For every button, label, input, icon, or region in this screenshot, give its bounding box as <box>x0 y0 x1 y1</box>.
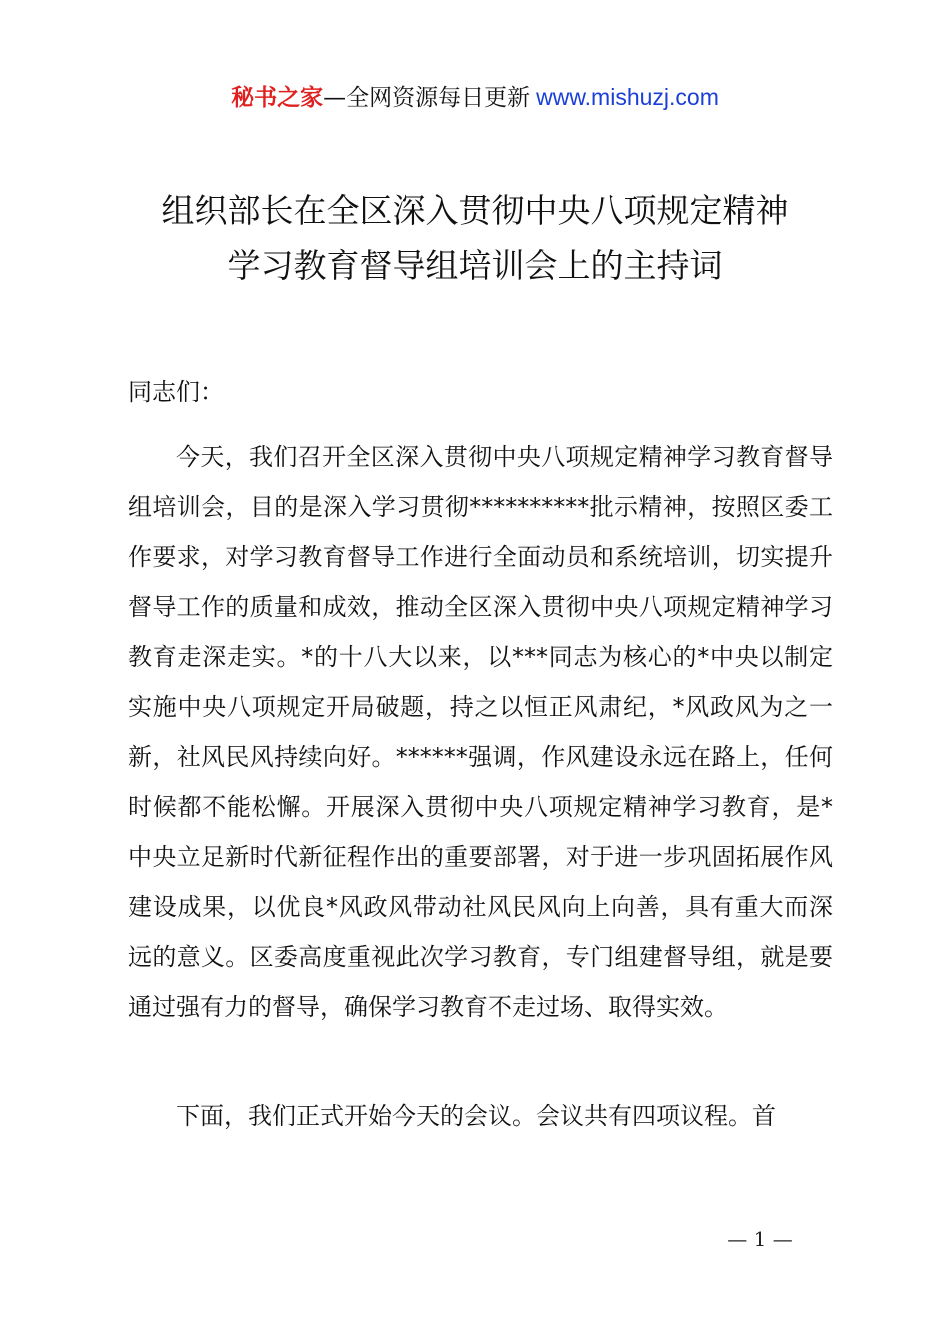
title-line-1: 组织部长在全区深入贯彻中央八项规定精神 <box>161 191 789 230</box>
greeting: 同志们： <box>128 378 224 406</box>
title-line-2: 学习教育督导组培训会上的主持词 <box>227 246 723 285</box>
header-tagline: —全网资源每日更新 <box>323 85 531 111</box>
body-paragraph-1: 今天，我们召开全区深入贯彻中央八项规定精神学习教育督导组培训会，目的是深入学习贯彻**********批示精神，按照区委工作要求，对学习教育督导工作进行全面动员和系统培训，切实提升督导工作的质量和成效，推动全区深入贯彻中央八项规定精神学习教育走深走实。*的十八大以来，以***同志为核心的*中央以制定实施中央八项规定开局破题，持之以恒正风肃纪，*风政风为之一新，社风民风持续向好。******强调，作风建设永远在路上，任何时候都不能松懈。开展深入贯彻中央八项规定精神学习教育，是*中央立足新时代新征程作出的重要部署，对于进一步巩固拓展作风建设成果，以优良*风政风带动社风民风向上向善，具有重大而深远的意义。区委高度重视此次学习教育，专门组建督导组，就是要通过强有力的督导，确保学习教育不走过场、取得实效。 <box>128 443 833 1021</box>
site-header <box>0 82 950 113</box>
document-title <box>0 183 950 293</box>
page-number: — 1 — <box>727 1227 793 1251</box>
site-url: www.mishuzj.com <box>536 84 719 110</box>
body-paragraph-2: 下面，我们正式开始今天的会议。会议共有四项议程。首 <box>176 1102 776 1130</box>
brand-name: 秘书之家 <box>231 85 324 111</box>
